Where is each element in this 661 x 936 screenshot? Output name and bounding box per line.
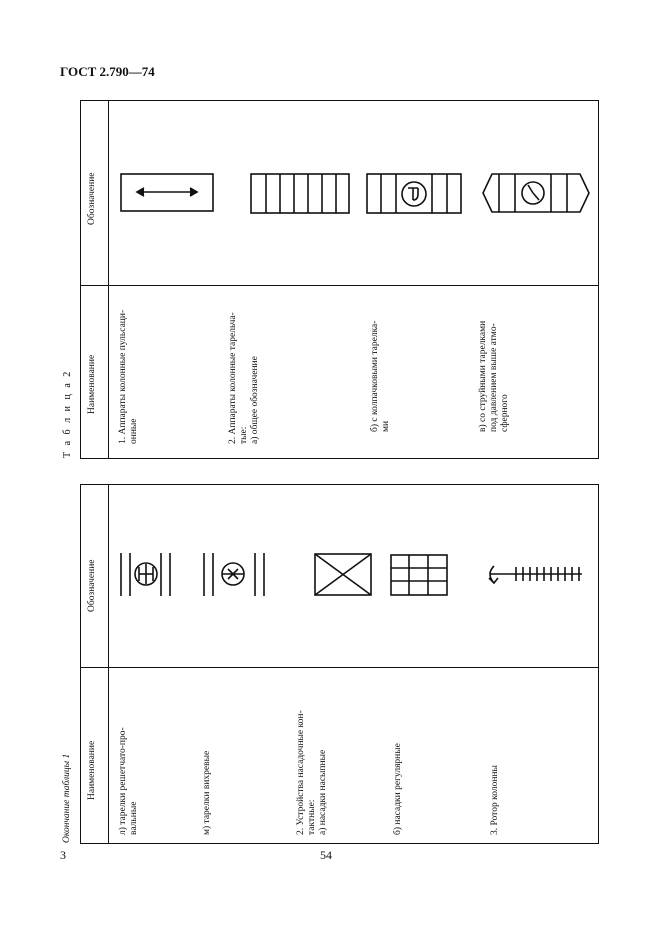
table-1-header-symbol: Обозначение bbox=[87, 559, 97, 612]
document-code: ГОСТ 2.790—74 bbox=[60, 64, 155, 79]
table-2-row-4-name: в) со струйными тарелками под давлением выше атмо- сферного bbox=[478, 320, 510, 432]
table-1-row-2-name: 2. Устройства насадочные кон- тактные: а) насадки насыпные bbox=[296, 710, 328, 835]
page-number: 54 bbox=[320, 848, 332, 862]
table-2-row-1-name: 1. Аппараты колонные пульсаци- онные bbox=[118, 309, 139, 444]
table-1-caption: Окончание таблицы 1 bbox=[62, 753, 72, 843]
margin-number: 3 bbox=[60, 848, 66, 862]
table-2-row-2-name: 2. Аппараты колонные тарельча- тые: а) общее обозначение bbox=[228, 312, 260, 444]
table-2-header-symbol: Обозначение bbox=[87, 172, 97, 225]
table-1-header-name: Наименование bbox=[87, 740, 97, 800]
table-1-row-3-name: 3. Ротор колонны bbox=[490, 765, 500, 835]
table-1-row-b-name: б) насадки регулярные bbox=[393, 743, 403, 835]
table-2-row-3-name: б) с колпачковыми тарелка- ми bbox=[370, 320, 391, 432]
table-1-row-m-name: м) тарелки вихревые bbox=[202, 750, 212, 835]
table-1-row-l-name: л) тарелки решетчато-про- вальные bbox=[118, 727, 139, 835]
table-2-caption: Т а б л и ц а 2 bbox=[62, 369, 73, 458]
table-2-header-name: Наименование bbox=[87, 354, 97, 414]
